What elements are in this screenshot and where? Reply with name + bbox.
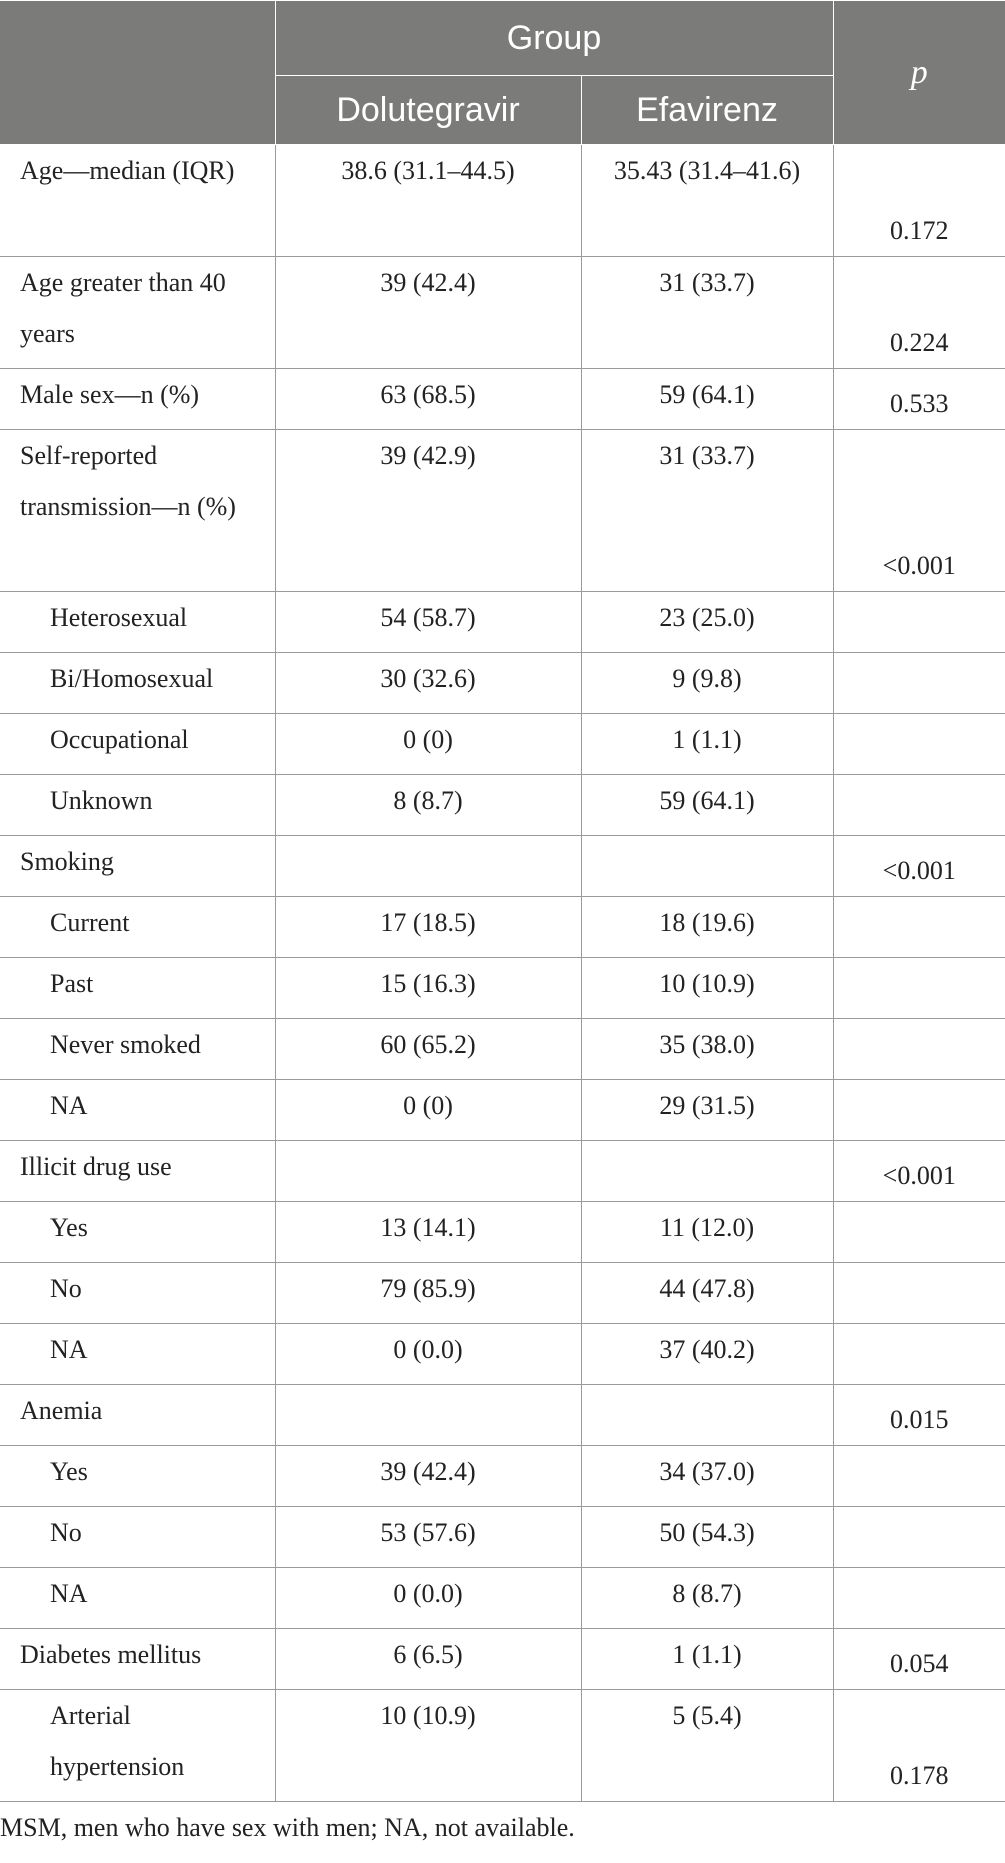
header-p: p — [833, 1, 1005, 145]
cell-dolutegravir: 38.6 (31.1–44.5) — [275, 145, 581, 257]
table-row — [0, 1568, 1005, 1629]
row-label: Illicit drug use — [0, 1141, 275, 1202]
table-row — [0, 592, 1005, 653]
table-row — [0, 1141, 1005, 1202]
table-row — [0, 1446, 1005, 1507]
cell-efavirenz: 9 (9.8) — [581, 653, 833, 714]
cell-efavirenz: 31 (33.7) — [581, 257, 833, 369]
cell-p-value — [833, 1324, 1005, 1385]
cell-p-value — [833, 714, 1005, 775]
cell-dolutegravir: 15 (16.3) — [275, 958, 581, 1019]
cell-dolutegravir: 0 (0) — [275, 714, 581, 775]
table-row — [0, 1690, 1005, 1802]
row-label: Age greater than 40 years — [0, 257, 275, 369]
row-label: Yes — [0, 1202, 275, 1263]
cell-dolutegravir — [275, 836, 581, 897]
header-efavirenz: Efavirenz — [581, 76, 833, 145]
cell-efavirenz: 37 (40.2) — [581, 1324, 833, 1385]
cell-p-value — [833, 1263, 1005, 1324]
cell-dolutegravir: 53 (57.6) — [275, 1507, 581, 1568]
row-label: NA — [0, 1568, 275, 1629]
row-label: Age—median (IQR) — [0, 145, 275, 257]
cell-efavirenz: 23 (25.0) — [581, 592, 833, 653]
cell-p-value — [833, 897, 1005, 958]
cell-efavirenz: 59 (64.1) — [581, 775, 833, 836]
cell-p-value: <0.001 — [833, 836, 1005, 897]
cell-efavirenz: 18 (19.6) — [581, 897, 833, 958]
row-label: Never smoked — [0, 1019, 275, 1080]
table-row — [0, 1324, 1005, 1385]
row-label: Self-reported transmission—n (%) — [0, 430, 275, 592]
row-label: Smoking — [0, 836, 275, 897]
table-row — [0, 653, 1005, 714]
row-label: Anemia — [0, 1385, 275, 1446]
row-label: Arterial hypertension — [0, 1690, 275, 1802]
cell-efavirenz: 34 (37.0) — [581, 1446, 833, 1507]
row-label: No — [0, 1507, 275, 1568]
cell-dolutegravir: 39 (42.9) — [275, 430, 581, 592]
cell-p-value — [833, 1019, 1005, 1080]
cell-p-value: 0.533 — [833, 369, 1005, 430]
cell-dolutegravir: 8 (8.7) — [275, 775, 581, 836]
cell-p-value — [833, 653, 1005, 714]
table-row — [0, 775, 1005, 836]
cell-efavirenz: 59 (64.1) — [581, 369, 833, 430]
cell-efavirenz: 8 (8.7) — [581, 1568, 833, 1629]
cell-dolutegravir: 60 (65.2) — [275, 1019, 581, 1080]
cell-p-value: 0.224 — [833, 257, 1005, 369]
row-label: No — [0, 1263, 275, 1324]
cell-dolutegravir: 79 (85.9) — [275, 1263, 581, 1324]
cell-dolutegravir: 10 (10.9) — [275, 1690, 581, 1802]
cell-efavirenz: 1 (1.1) — [581, 714, 833, 775]
cell-dolutegravir: 0 (0) — [275, 1080, 581, 1141]
cell-dolutegravir — [275, 1385, 581, 1446]
cell-dolutegravir: 54 (58.7) — [275, 592, 581, 653]
row-label: Current — [0, 897, 275, 958]
header-dolutegravir: Dolutegravir — [275, 76, 581, 145]
cell-dolutegravir: 13 (14.1) — [275, 1202, 581, 1263]
table-row — [0, 714, 1005, 775]
row-label: Past — [0, 958, 275, 1019]
cell-p-value — [833, 1568, 1005, 1629]
cell-p-value — [833, 1446, 1005, 1507]
table-row — [0, 836, 1005, 897]
cell-dolutegravir: 0 (0.0) — [275, 1324, 581, 1385]
table-row — [0, 145, 1005, 257]
cell-efavirenz: 50 (54.3) — [581, 1507, 833, 1568]
table-row — [0, 1385, 1005, 1446]
row-label: NA — [0, 1324, 275, 1385]
table-body — [0, 145, 1005, 1802]
table-row — [0, 257, 1005, 369]
cell-p-value: 0.172 — [833, 145, 1005, 257]
table-row — [0, 1019, 1005, 1080]
row-label: Male sex—n (%) — [0, 369, 275, 430]
table-row — [0, 897, 1005, 958]
row-label: Occupational — [0, 714, 275, 775]
header-stub — [0, 1, 275, 145]
table-row — [0, 1202, 1005, 1263]
cell-p-value: 0.015 — [833, 1385, 1005, 1446]
cell-p-value — [833, 958, 1005, 1019]
table-header — [0, 1, 1005, 145]
table-footnote: MSM, men who have sex with men; NA, not available. — [0, 1813, 575, 1842]
cell-efavirenz: 10 (10.9) — [581, 958, 833, 1019]
row-label: Heterosexual — [0, 592, 275, 653]
cell-p-value — [833, 1080, 1005, 1141]
table-row — [0, 1629, 1005, 1690]
cell-p-value — [833, 1507, 1005, 1568]
cell-efavirenz: 31 (33.7) — [581, 430, 833, 592]
cell-dolutegravir: 39 (42.4) — [275, 1446, 581, 1507]
row-label: Yes — [0, 1446, 275, 1507]
cell-dolutegravir — [275, 1141, 581, 1202]
cell-p-value: 0.054 — [833, 1629, 1005, 1690]
cell-efavirenz: 35.43 (31.4–41.6) — [581, 145, 833, 257]
cell-p-value: 0.178 — [833, 1690, 1005, 1802]
row-label: Diabetes mellitus — [0, 1629, 275, 1690]
cell-efavirenz: 44 (47.8) — [581, 1263, 833, 1324]
cell-dolutegravir: 63 (68.5) — [275, 369, 581, 430]
cell-efavirenz: 11 (12.0) — [581, 1202, 833, 1263]
table-row — [0, 958, 1005, 1019]
table-row — [0, 430, 1005, 592]
cell-dolutegravir: 39 (42.4) — [275, 257, 581, 369]
cell-p-value: <0.001 — [833, 1141, 1005, 1202]
cell-efavirenz — [581, 1385, 833, 1446]
table-row — [0, 369, 1005, 430]
cell-efavirenz — [581, 836, 833, 897]
cell-p-value — [833, 1202, 1005, 1263]
cell-dolutegravir: 17 (18.5) — [275, 897, 581, 958]
row-label: NA — [0, 1080, 275, 1141]
table-row — [0, 1263, 1005, 1324]
cell-dolutegravir: 0 (0.0) — [275, 1568, 581, 1629]
cell-efavirenz: 35 (38.0) — [581, 1019, 833, 1080]
cell-dolutegravir: 30 (32.6) — [275, 653, 581, 714]
header-group: Group — [275, 1, 833, 76]
table-row — [0, 1507, 1005, 1568]
cell-efavirenz — [581, 1141, 833, 1202]
cell-p-value — [833, 775, 1005, 836]
table-row — [0, 1080, 1005, 1141]
cell-p-value: <0.001 — [833, 430, 1005, 592]
cell-p-value — [833, 592, 1005, 653]
cell-efavirenz: 5 (5.4) — [581, 1690, 833, 1802]
cell-efavirenz: 29 (31.5) — [581, 1080, 833, 1141]
cell-dolutegravir: 6 (6.5) — [275, 1629, 581, 1690]
row-label: Bi/Homosexual — [0, 653, 275, 714]
row-label: Unknown — [0, 775, 275, 836]
cell-efavirenz: 1 (1.1) — [581, 1629, 833, 1690]
